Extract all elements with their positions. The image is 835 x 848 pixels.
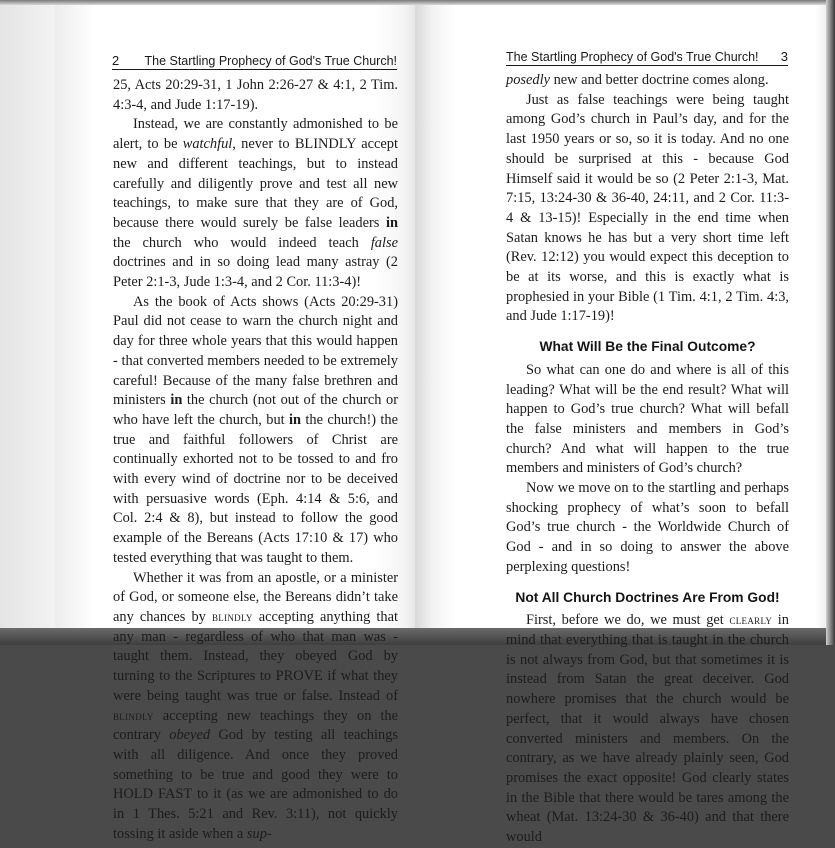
text-span: in mind that everything that is taught in the church is not always from God, but that sometimes it is instead from Satan the great deceiver. God nowhere promises that the church would be perfect, that it would always have chosen converted ministers and members. On the contrary, as we have already plainly seen, God promises the exact opposite! God clearly states in the Bible that there would be tares among the wheat (Mat. 13:24-30 & 36-40) and that there would xyxy=(506,612,789,846)
paragraph xyxy=(113,293,398,569)
italic-text: sup- xyxy=(246,825,272,842)
section-heading: Not All Church Doctrines Are From God! xyxy=(515,589,780,605)
paragraph xyxy=(506,91,789,327)
small-caps-text: blindly xyxy=(113,708,154,723)
paragraph xyxy=(506,71,789,91)
paragraph xyxy=(506,479,789,578)
text-span: the church who would indeed teach xyxy=(113,234,371,251)
small-caps-text: blindly xyxy=(211,609,253,624)
left-running-head xyxy=(112,53,397,70)
paragraph xyxy=(113,76,398,115)
right-page-number: 3 xyxy=(780,49,788,64)
bold-text: in xyxy=(289,411,302,428)
italic-text: false xyxy=(370,234,398,251)
text-span: Just as false teachings were being taught among God’s church in Paul’s day, and for the last 1950 years or so, so it is today. And no one should be surprised at this - because God Himself said it would be so (2 Peter 2:1-3, Mat. 7:15, 13:24-30 & 36-40, 24:11, and 2 Cor. 11:3-4 & 13-15)! Especially in the end time when Satan knows he has but a very short time left (Rev. 12:12) you would expect this deception to be at its worse, and this is exactly what is prophesied in your Bible (1 Tim. 4:1, 2 Tim. 4:3, and Jude 1:17-19)! xyxy=(506,91,789,325)
text-span: 25, Acts 20:29-31, 1 John 2:26-27 & 4:1, 2 Tim. 4:3-4, and Jude 1:17-19). xyxy=(113,77,398,113)
text-span: Instead, we are constantly admonished to be alert, to be xyxy=(113,116,398,153)
italic-text: posedly xyxy=(506,72,550,88)
bold-text: in xyxy=(385,214,398,231)
text-span: So what can one do and where is all of this leading? What will be the end result? What will happen to God’s true church? What will befall the false ministers and members in God’s church? And what will happen to the true members and ministers of God’s church? xyxy=(506,361,789,477)
left-page-body xyxy=(113,76,398,844)
text-span: accepting anything that any man - regardless of who that man was - taught them. Instead, they obeyed God by turning to the Scriptures to PROVE if what they were being taught was true or false. Instead of xyxy=(113,608,398,704)
paragraph xyxy=(113,115,398,292)
text-span: First, before we do, we must get xyxy=(526,612,730,629)
italic-text: watchful xyxy=(182,136,233,153)
right-page-body xyxy=(506,71,789,848)
text-span: Whether it was from an apostle, or a minister of God, or someone else, the Bereans didn’t take any chances by xyxy=(113,569,398,625)
right-running-title: The Startling Prophecy of God's True Church! xyxy=(506,50,759,64)
text-span: God by testing all teachings with all diligence. And once they proved something to be true and good they were to HOLD FAST to it (as we are admonished to do in 1 Thes. 5:21 and Rev. 3:11), not quickly tossing it aside when a xyxy=(113,727,398,842)
text-span: new and better doctrine comes along. xyxy=(549,72,769,88)
paragraph xyxy=(113,569,398,845)
left-running-title: The Startling Prophecy of God's True Church! xyxy=(144,54,397,68)
text-span: As the book of Acts shows (Acts 20:29-31) Paul did not cease to warn the church night and day for three whole years that this would happen - that converted members needed to be extremely careful! Because of the many false brethren and ministers xyxy=(113,293,398,409)
text-span: the church (not out of the church or who have left the church, but xyxy=(113,392,398,428)
right-running-head xyxy=(506,49,788,66)
text-span: , never to BLINDLY accept new and different teachings, but to instead carefully and diligently prove and test all new teachings, to make sure that they are of God, because there would surely be false leaders xyxy=(113,136,398,231)
text-span: Now we move on to the startling and perhaps shocking prophecy of what’s soon to befall God’s true church - the Worldwide Church of God - and in so doing to answer the above perplexing questions! xyxy=(506,480,789,575)
left-page-number: 2 xyxy=(112,53,120,68)
right-edge-shadow xyxy=(826,0,835,645)
paragraph xyxy=(506,611,789,847)
text-span: doctrines and in so doing lead many astray (2 Peter 2:1-3, Jude 1:3-4, and 2 Cor. 11:3-4)! xyxy=(113,254,398,291)
section-heading: What Will Be the Final Outcome? xyxy=(539,339,756,355)
paragraph xyxy=(506,361,789,479)
bold-text: in xyxy=(170,392,183,409)
top-edge-shadow xyxy=(0,0,835,5)
text-span: accepting new teachings they on the contrary xyxy=(113,707,398,744)
italic-text: obeyed xyxy=(169,727,211,744)
small-caps-text: clearly xyxy=(729,613,773,628)
left-margin-shadow xyxy=(0,5,60,629)
text-span: the church!) the true and faithful followers of Christ are continually exhorted not to be tossed to and fro with every wind of doctrine nor to be deceived with persuasive words (Eph. 4:14 & 5:6, and Col. 2:4 & 8), but instead to follow the good example of the Bereans (Acts 17:10 & 17) who tested everything that was taught to them. xyxy=(113,411,398,566)
